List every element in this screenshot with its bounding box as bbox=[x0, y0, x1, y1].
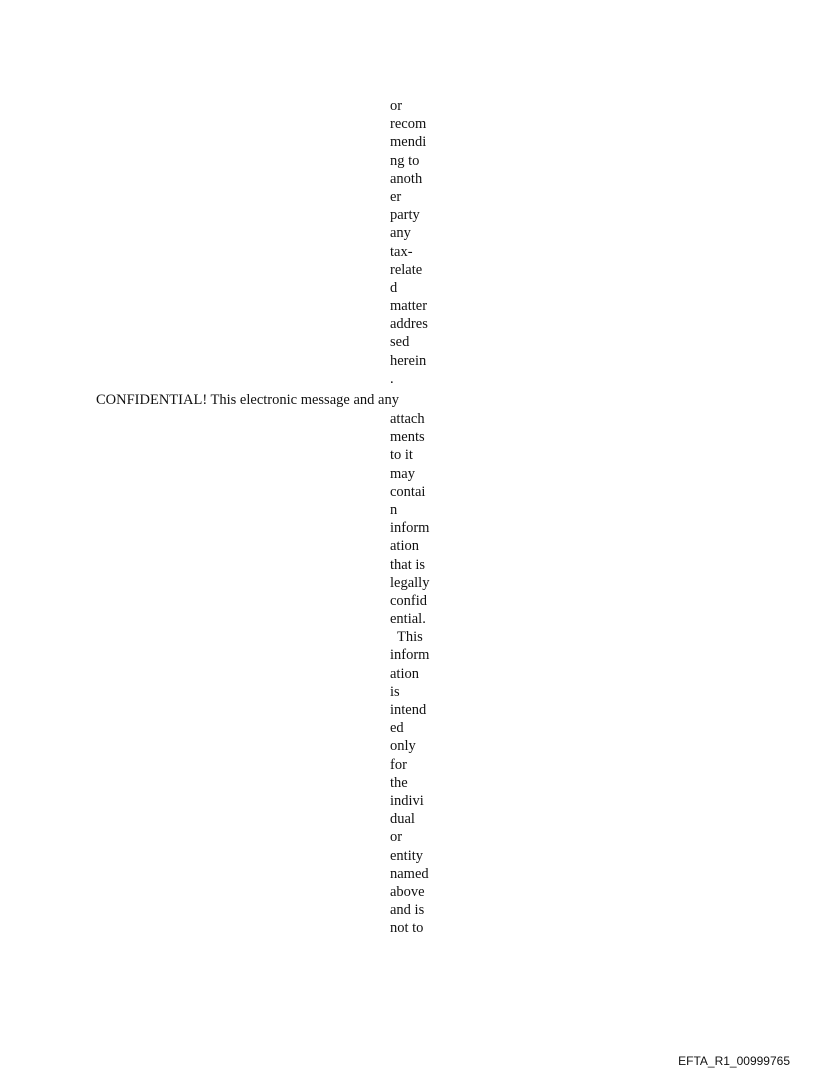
text-line: legally bbox=[390, 574, 430, 591]
tax-disclaimer-fragment bbox=[390, 97, 450, 388]
text-line: sed bbox=[390, 334, 410, 351]
text-line: the bbox=[390, 774, 408, 791]
text-line: confid bbox=[390, 592, 428, 609]
text-line: named bbox=[390, 865, 429, 882]
text-line: relate bbox=[390, 261, 423, 278]
text-line: . bbox=[390, 370, 394, 387]
text-line: above bbox=[390, 883, 425, 900]
text-line: intend bbox=[390, 702, 427, 718]
text-line: herein bbox=[390, 352, 427, 369]
text-line: inform bbox=[390, 647, 430, 664]
text-line: inform bbox=[390, 520, 430, 537]
document-id: EFTA_R1_00999765 bbox=[678, 1054, 790, 1068]
text-line: mendi bbox=[390, 134, 427, 151]
text-line: ng to bbox=[390, 152, 420, 169]
text-line: to it bbox=[390, 447, 413, 464]
text-line: for bbox=[390, 756, 407, 773]
text-line: or bbox=[390, 98, 403, 114]
text-line: party bbox=[390, 207, 420, 224]
text-line: tax- bbox=[390, 243, 413, 260]
text-line: any bbox=[390, 225, 411, 242]
text-line: that is bbox=[390, 556, 426, 573]
text-line: addres bbox=[390, 316, 428, 333]
confidentiality-notice-column bbox=[390, 410, 450, 937]
text-line: ed bbox=[390, 720, 404, 737]
text-line: is bbox=[390, 683, 400, 700]
text-line: indivi bbox=[390, 792, 424, 809]
text-line: anoth bbox=[390, 170, 423, 187]
text-line: ation bbox=[390, 665, 419, 682]
text-line: This bbox=[390, 629, 423, 646]
text-line: ation bbox=[390, 538, 419, 555]
text-line: dual bbox=[390, 811, 415, 828]
text-line: may bbox=[390, 465, 415, 482]
text-line: n bbox=[390, 501, 398, 518]
text-line: not to bbox=[390, 920, 424, 937]
confidentiality-notice-lead: CONFIDENTIAL! This electronic message and any bbox=[96, 392, 399, 408]
text-line: d bbox=[390, 279, 398, 296]
text-line: contai bbox=[390, 483, 426, 500]
text-line: recom bbox=[390, 116, 427, 133]
text-line: ments bbox=[390, 429, 425, 446]
text-line: or bbox=[390, 829, 403, 846]
text-line: and is bbox=[390, 902, 425, 919]
text-line: ential. bbox=[390, 611, 426, 628]
text-line: entity bbox=[390, 847, 424, 864]
text-line: er bbox=[390, 188, 402, 205]
text-line: only bbox=[390, 738, 416, 755]
text-line: attach bbox=[390, 411, 425, 427]
text-line: matter bbox=[390, 298, 428, 315]
